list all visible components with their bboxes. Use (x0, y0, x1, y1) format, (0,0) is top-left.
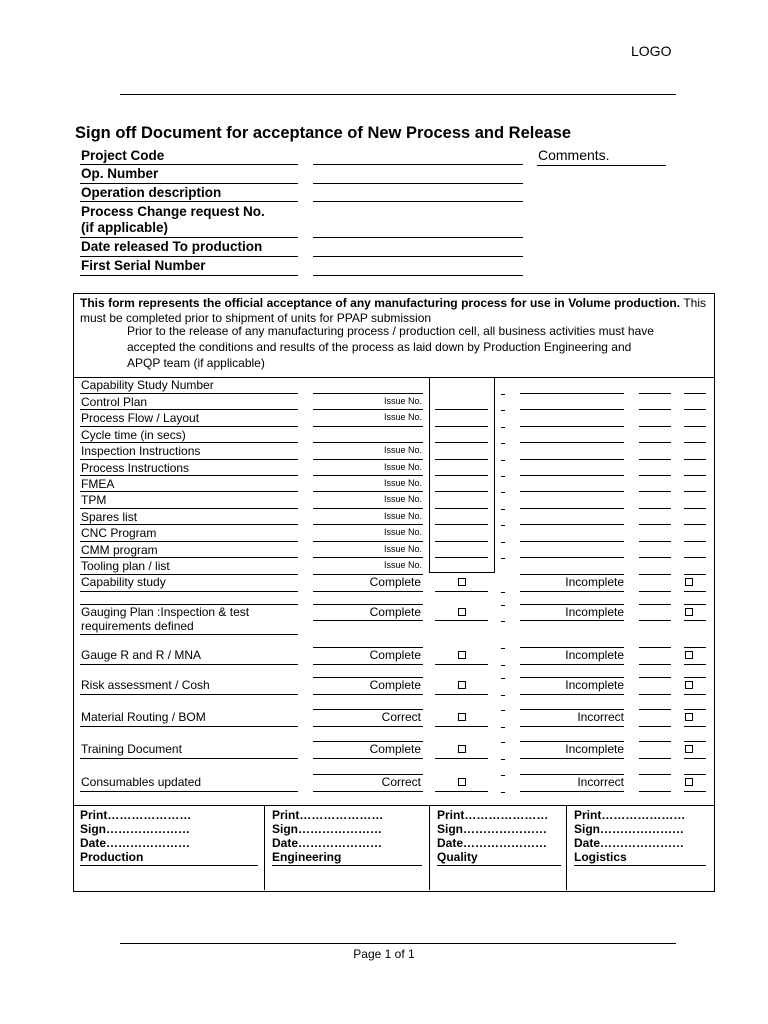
incorrect-checkbox[interactable] (685, 778, 693, 786)
dept-logistics: Logistics (574, 850, 627, 864)
comments-label: Comments. (538, 147, 610, 163)
status-right-label: Incorrect (577, 710, 624, 724)
checklist-label: Cycle time (in secs) (81, 428, 186, 442)
issue-no-label: Issue No. (383, 527, 422, 537)
field-label: Date released To production (81, 239, 263, 254)
status-right-label: Incorrect (577, 775, 624, 789)
status-row-label: Capability study (81, 575, 166, 589)
incomplete-checkbox[interactable] (685, 681, 693, 689)
checklist-label: Process Flow / Layout (81, 411, 200, 425)
intro-paragraph: Prior to the release of any manufacturing process / production cell, all business activities must have accepted the conditions and results of the process as laid down by Production Engineering and APQP team (if applicable) (127, 324, 654, 370)
issue-no-label: Issue No. (383, 560, 422, 570)
status-right-label: Incomplete (565, 678, 624, 692)
first-serial-field[interactable] (313, 275, 523, 276)
issue-no-label: Issue No. (383, 396, 422, 406)
dept-engineering: Engineering (272, 850, 342, 864)
correct-checkbox[interactable] (458, 713, 466, 721)
document-title: Sign off Document for acceptance of New Process and Release (75, 124, 572, 142)
field-label: Process Change request No. (81, 204, 265, 219)
checklist-label: Control Plan (81, 395, 148, 409)
status-row-label: Material Routing / BOM (81, 710, 206, 724)
logo: LOGO (631, 43, 672, 59)
date-field[interactable]: Date………………… (574, 836, 685, 850)
issue-no-label: Issue No. (383, 412, 422, 422)
issue-no-label: Issue No. (383, 511, 422, 521)
sign-field[interactable]: Sign………………… (80, 822, 190, 836)
status-left-label: Complete (369, 678, 421, 692)
operation-description-field[interactable] (313, 201, 523, 202)
status-right-label: Incomplete (565, 742, 624, 756)
checklist-label: FMEA (81, 477, 115, 491)
status-right-label: Incomplete (565, 605, 624, 619)
incomplete-checkbox[interactable] (685, 745, 693, 753)
field-label: First Serial Number (81, 258, 206, 273)
issue-no-label: Issue No. (383, 494, 422, 504)
sign-field[interactable]: Sign………………… (574, 822, 684, 836)
checklist-label: CNC Program (81, 526, 157, 540)
status-row-label: Gauge R and R / MNA (81, 648, 202, 662)
field-label: Op. Number (81, 166, 159, 181)
complete-checkbox[interactable] (458, 608, 466, 616)
status-left-label: Complete (369, 575, 421, 589)
correct-checkbox[interactable] (458, 778, 466, 786)
complete-checkbox[interactable] (458, 681, 466, 689)
comments-field[interactable] (537, 165, 666, 166)
change-request-field[interactable] (313, 237, 523, 238)
issue-no-label: Issue No. (383, 445, 422, 455)
dept-production: Production (80, 850, 144, 864)
op-number-field[interactable] (313, 183, 523, 184)
status-left-label: Correct (381, 710, 421, 724)
sign-field[interactable]: Sign………………… (437, 822, 547, 836)
status-row-label-cont: requirements defined (81, 619, 194, 633)
status-left-label: Complete (369, 648, 421, 662)
status-left-label: Correct (381, 775, 421, 789)
incomplete-checkbox[interactable] (685, 578, 693, 586)
print-field[interactable]: Print………………… (80, 808, 192, 822)
date-field[interactable]: Date………………… (80, 836, 191, 850)
checklist-label: Inspection Instructions (81, 444, 201, 458)
header-rule (120, 94, 676, 95)
footer-rule (120, 943, 676, 944)
print-field[interactable]: Print………………… (437, 808, 549, 822)
checklist-label: Process Instructions (81, 461, 190, 475)
field-label: (if applicable) (81, 220, 169, 235)
status-row-label: Training Document (81, 742, 182, 756)
print-field[interactable]: Print………………… (272, 808, 384, 822)
status-right-label: Incomplete (565, 648, 624, 662)
complete-checkbox[interactable] (458, 578, 466, 586)
checklist-label: CMM program (81, 543, 158, 557)
checklist-label: Tooling plan / list (81, 559, 170, 573)
checklist-label: Capability Study Number (81, 378, 214, 392)
incomplete-checkbox[interactable] (685, 608, 693, 616)
field-label: Operation description (81, 185, 222, 200)
issue-no-label: Issue No. (383, 462, 422, 472)
checklist-label: Spares list (81, 510, 138, 524)
issue-no-label: Issue No. (383, 478, 422, 488)
print-field[interactable]: Print………………… (574, 808, 686, 822)
issue-no-label: Issue No. (383, 544, 422, 554)
dept-quality: Quality (437, 850, 478, 864)
date-field[interactable]: Date………………… (437, 836, 548, 850)
status-row-label: Gauging Plan :Inspection & test (81, 605, 250, 619)
status-left-label: Complete (369, 742, 421, 756)
project-code-field[interactable] (313, 164, 523, 165)
checklist-label: TPM (81, 493, 107, 507)
status-right-label: Incomplete (565, 575, 624, 589)
page-number: Page 1 of 1 (353, 947, 415, 961)
field-label: Project Code (81, 148, 165, 163)
sign-field[interactable]: Sign………………… (272, 822, 382, 836)
incorrect-checkbox[interactable] (685, 713, 693, 721)
complete-checkbox[interactable] (458, 651, 466, 659)
status-row-label: Consumables updated (81, 775, 202, 789)
status-row-label: Risk assessment / Cosh (81, 678, 210, 692)
date-field[interactable]: Date………………… (272, 836, 383, 850)
incomplete-checkbox[interactable] (685, 651, 693, 659)
date-released-field[interactable] (313, 256, 523, 257)
intro-text: This form represents the official acceptance of any manufacturing process for use in Volume production. This must be completed prior to shipment of units for PPAP submission (80, 296, 706, 325)
complete-checkbox[interactable] (458, 745, 466, 753)
status-left-label: Complete (369, 605, 421, 619)
